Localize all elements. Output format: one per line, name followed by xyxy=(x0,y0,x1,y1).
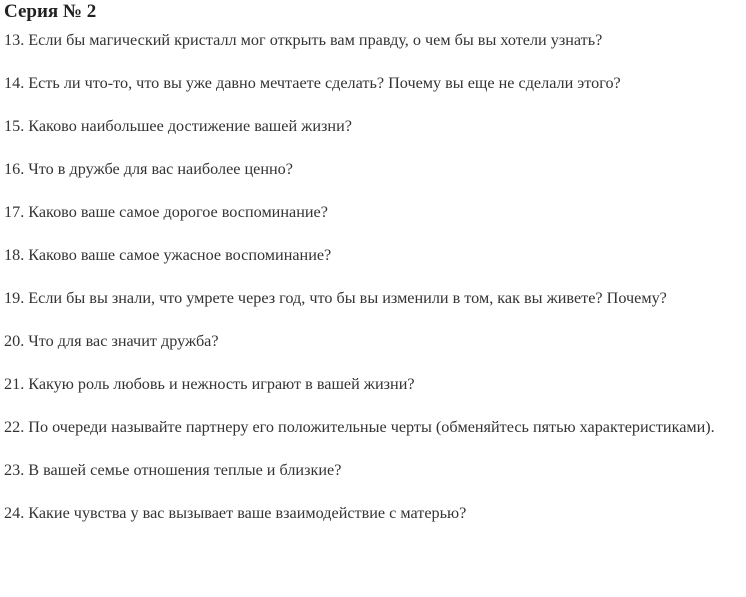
section-title: Серия № 2 xyxy=(4,1,97,22)
question-item: 23. В вашей семье отношения теплые и близкие? xyxy=(4,461,342,479)
question-item: 17. Каково ваше самое дорогое воспоминание? xyxy=(4,203,328,221)
question-item: 24. Какие чувства у вас вызывает ваше взаимодействие с матерью? xyxy=(4,504,467,522)
question-item: 18. Каково ваше самое ужасное воспоминание? xyxy=(4,246,332,264)
question-item: 16. Что в дружбе для вас наиболее ценно? xyxy=(4,160,293,178)
question-item: 19. Если бы вы знали, что умрете через год, что бы вы изменили в том, как вы живете? Почему? xyxy=(4,289,667,307)
question-item: 20. Что для вас значит дружба? xyxy=(4,332,219,350)
question-item: 14. Есть ли что-то, что вы уже давно мечтаете сделать? Почему вы еще не сделали этого? xyxy=(4,74,621,92)
article-content xyxy=(4,0,746,527)
question-item: 13. Если бы магический кристалл мог открыть вам правду, о чем бы вы хотели узнать? xyxy=(4,31,603,49)
question-list xyxy=(4,26,746,527)
question-item: 22. По очереди называйте партнеру его положительные черты (обменяйтесь пятью характеристиками). xyxy=(4,418,715,436)
question-item: 15. Каково наибольшее достижение вашей жизни? xyxy=(4,117,352,135)
question-item: 21. Какую роль любовь и нежность играют в вашей жизни? xyxy=(4,375,415,393)
